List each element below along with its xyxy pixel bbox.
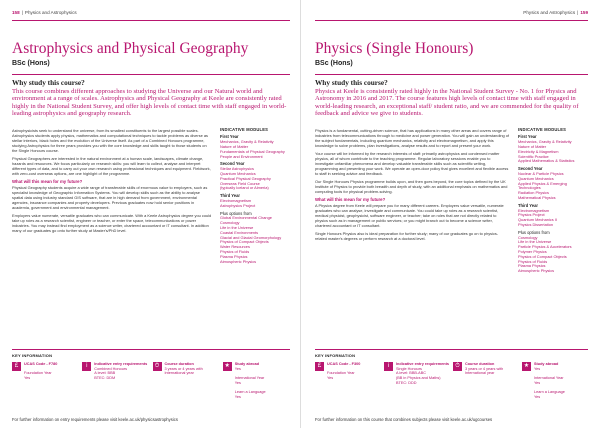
- key-info-line: Yes: [534, 380, 541, 385]
- option-item: Physics of Compact Objects: [220, 239, 269, 245]
- key-information-panel: [12, 349, 290, 412]
- key-info-line: International Year: [534, 376, 564, 381]
- module-year-label: First Year: [518, 134, 537, 140]
- module-year-label: Third Year: [220, 193, 240, 199]
- key-info-line: Course duration: [164, 362, 194, 366]
- page-number: 158: [12, 10, 20, 15]
- option-item: Coastal Environments: [220, 229, 259, 235]
- key-information-title: KEY INFORMATION: [315, 353, 356, 358]
- options-list: [220, 216, 290, 264]
- clock-icon: ⏱: [153, 362, 162, 371]
- degree-label: BSc (Hons): [12, 60, 50, 67]
- option-item: Polymer Physics: [518, 248, 547, 254]
- key-info-text: [534, 362, 565, 400]
- header-rule: [12, 20, 290, 21]
- course-title: Physics (Single Honours): [315, 40, 474, 57]
- module-year-label: Second Year: [518, 166, 543, 172]
- subheading: What will this mean for my future?: [12, 179, 83, 184]
- body-paragraph: Single Honours Physics also is ideal preparation for further study; many of our graduates go on to physics-related master's degrees or perform research at a doctoral level.: [315, 231, 499, 242]
- module-item: Practical Physical Geography: [220, 175, 271, 181]
- body-paragraph: A Physics degree from Keele will prepare you for many different careers. Employers value versatile, numerate graduates who can analyse, investigate and communicate. You could take up roles as a research scientist, medical physicist, geophysicist, software engineer, or teacher; take on roles that are not directly related to physics such as in management or public services; or you might branch out to become a science writer, chartered accountant or IT consultant.: [315, 203, 504, 229]
- key-info-line: UCAS Code - F300: [327, 362, 361, 366]
- key-info-line: BTEC: DDM: [94, 376, 116, 381]
- why-study-text: This course combines different approaches to studying the Universe and our Natural world and environment at a range of scales. Astrophysics and Physical Geography at Keele are consistently rated highly in the National Student Survey, and offer high levels of contact time with staff engaged in world-leading astrophysics and geography research.: [12, 88, 287, 118]
- course-title: Astrophysics and Physical Geography: [12, 40, 249, 57]
- key-info-line: Foundation Year: [24, 371, 52, 376]
- key-info-box: [82, 362, 149, 400]
- key-info-line: Study abroad: [534, 362, 559, 366]
- module-item: Physics Project: [518, 212, 545, 218]
- subheading: What will this mean for my future?: [315, 197, 386, 203]
- option-item: Plasma Physics: [220, 253, 248, 259]
- option-item: Plasma Physics: [518, 263, 546, 269]
- body-paragraph: Physics is a fundamental, cutting-driven science, that has applications in many other areas and covers range of industries from telecommunications through to medicine and power generation. You will gain an understanding of the subject fundamentals, including quantum mechanics, relativity and electromagnetism, and apply this knowledge to solve problems, plan investigations, analyse results and to report and present your work.: [315, 127, 510, 148]
- key-info-line: Learn a Language: [234, 390, 266, 395]
- key-info-line: BTEC: DDD: [396, 380, 417, 385]
- why-study-text: Physics at Keele is consistently rated highly in the National Student Survey - No. 1 for Physics and Astronomy in 2016 and 2017. The course features high levels of contact time with staff engaged in world-leading research, an exceptional staff/ student ratio, and we are commended for the quality of feedback and advice we give to students.: [315, 88, 579, 118]
- option-item: Atmospheric Physics: [518, 268, 555, 274]
- option-item: Life in the Universe: [220, 224, 254, 230]
- why-study-heading: Why study this course?: [315, 78, 388, 87]
- content-columns: [12, 128, 290, 265]
- key-info-line: UCAS Code - F780: [24, 362, 58, 366]
- key-info-boxes: [315, 362, 588, 400]
- running-head: [12, 6, 290, 19]
- module-item: Quantum Mechanics II: [518, 217, 557, 223]
- key-info-line: Single Honours: [396, 366, 422, 371]
- info-icon: i: [384, 362, 393, 371]
- option-item: Physics of Fluids: [518, 258, 548, 264]
- body-paragraph: Your course will be informed by the research interests of staff: primarily astrophysics and condensed matter physics, all of whom contribute to the teaching programme. Regular laboratory sessions enable you to investigate unfamiliar phenomena and develop valuable transferable skills such as scientific writing, programming and presenting your work. We operate an open-door policy that gives excellent and flexible access to staff in seeking advice and feedback.: [315, 150, 509, 176]
- key-info-line: 3 years or 4 years with International year: [465, 366, 504, 376]
- key-info-line: A level: BBB-ABC: [396, 371, 426, 376]
- key-info-text: [24, 362, 57, 400]
- body-paragraph: Physical Geographers are interested in the natural environment at a human scale, landscapes, climate change, hazards and resources. We focus particularly on research skills: you will learn to collect, analyse and interpret different types of data, and to carry out your own research using professional techniques and equipment. Fieldwork, with zero-cost overseas options, are one highlight of the programme.: [12, 155, 211, 176]
- content-columns: [315, 128, 588, 274]
- key-info-text: [235, 362, 266, 400]
- body-paragraph: Employers value numerate, versatile graduates who can communicate. With a Keele Astrophysics degree you could take up roles as a research scientist, engineer or teacher, or enter the space, telecommunications or power industries. You may instead find employment as a science writer, chartered accountant or IT consultant. In addition many of our graduates go onto further study at Master's/PhD level.: [12, 213, 212, 234]
- key-info-text: [165, 362, 220, 400]
- options-label: Plus options from: [518, 229, 550, 235]
- key-info-line: Yes: [234, 394, 241, 399]
- key-info-line: Yes: [534, 394, 541, 399]
- module-list: [518, 140, 588, 164]
- module-item: Mathematical Physics: [518, 194, 556, 200]
- option-item: Cosmology: [518, 234, 538, 240]
- options-list: [518, 236, 588, 274]
- module-list: [518, 172, 588, 201]
- module-item: Radiation Physics: [518, 190, 549, 196]
- module-item: Electromagnetism: [518, 207, 550, 213]
- separator: |: [577, 10, 579, 15]
- key-info-box: [522, 362, 588, 400]
- key-info-line: Indicative entry requirements: [94, 362, 148, 366]
- key-info-text: [396, 362, 449, 400]
- key-info-line: A level: BBB: [94, 371, 116, 376]
- clock-icon: ⏱: [453, 362, 462, 371]
- key-info-box: [384, 362, 450, 400]
- key-info-line: Yes: [24, 376, 31, 381]
- module-item: (typically Iceland or Almeria): [220, 185, 269, 191]
- key-info-line: Learn a Language: [534, 390, 565, 395]
- module-list: [220, 140, 290, 159]
- key-info-box: [315, 362, 381, 400]
- right-page: [300, 0, 600, 428]
- page-number: 159: [580, 10, 588, 15]
- module-list: [518, 209, 588, 228]
- module-item: Nature of Matter: [518, 144, 547, 150]
- section-name: Physics and Astrophysics: [523, 10, 576, 15]
- main-text-column: [315, 128, 510, 274]
- option-item: Physics of Compact Objects: [518, 253, 567, 259]
- key-info-box: [153, 362, 220, 400]
- module-year-label: Third Year: [518, 202, 538, 208]
- why-study-box: [315, 74, 588, 118]
- option-item: Global Environmental Change: [220, 215, 272, 221]
- key-information-title: KEY INFORMATION: [12, 353, 53, 358]
- key-info-line: Yes: [327, 376, 334, 381]
- pound-icon: £: [315, 362, 324, 371]
- body-paragraph: Astrophysicists seek to understand the universe, from its smallest constituents to the largest possible scales. Astrophysics students apply physics, mathematics and computational techniques to tackle problems as diverse as stellar interiors, black holes and the evolution of the Universe itself. As part of a Combined Honours programme, studying Astrophysics for three years provides you with the core knowledge and skills taught to those students on the Single Honours course.: [12, 127, 208, 153]
- key-info-box: [12, 362, 79, 400]
- key-info-line: Combined Honours: [94, 366, 127, 371]
- module-item: Nuclear & Particle Physics: [518, 171, 564, 176]
- body-paragraph: Our Single Honours Physics programme builds upon, and then goes beyond, the core topics defined by the UK Institute of Physics to provide both breadth and depth of study, with an additional emphasis on mathematics and computing tools for physical problem-solving.: [315, 179, 508, 194]
- main-text-column: [12, 128, 212, 265]
- why-study-box: [12, 74, 290, 118]
- module-item: Stellar Astrophysics: [220, 166, 254, 172]
- module-item: Applied Physics & Emerging Technologies: [518, 180, 567, 191]
- module-item: Quantum Mechanics: [220, 171, 256, 176]
- option-item: Water Resources: [220, 244, 250, 250]
- module-item: Mechanics, Gravity & Relativity: [518, 139, 572, 145]
- option-item: Particle Physics & Accelerators: [518, 244, 572, 250]
- modules-heading: INDICATIVE MODULES: [220, 126, 269, 132]
- key-info-line: Yes: [234, 366, 241, 371]
- module-item: Quantum Mechanics: [518, 175, 554, 181]
- module-item: People and Environment: [220, 153, 263, 159]
- key-info-line: Yes: [534, 366, 541, 371]
- running-head: [315, 6, 588, 19]
- why-study-heading: Why study this course?: [12, 78, 85, 87]
- module-item: Fundamentals of Physical Geography: [220, 148, 285, 154]
- pound-icon: £: [12, 362, 21, 371]
- options-label: Plus options from: [220, 210, 252, 216]
- option-item: Life in the Universe: [518, 239, 552, 245]
- degree-label: BSc (Hons): [315, 60, 353, 67]
- header-rule: [315, 20, 588, 21]
- option-item: Cosmology: [220, 220, 240, 226]
- module-item: Mechanics, Gravity & Relativity: [220, 139, 274, 145]
- module-item: Nature of Matter: [220, 144, 249, 150]
- key-info-line: 3 years or 4 years with International year: [164, 366, 203, 376]
- key-info-line: Study abroad: [234, 362, 260, 366]
- option-item: Atmospheric Physics: [220, 258, 257, 264]
- key-info-text: [327, 362, 360, 400]
- section-name: Physics and Astrophysics: [24, 10, 77, 15]
- module-list: [220, 199, 290, 209]
- option-item: Glacial and Glacial Geomorphology: [220, 234, 282, 240]
- module-item: Applied Mathematics & Statistics: [518, 158, 575, 164]
- option-item: Physics of Fluids: [220, 248, 250, 254]
- key-information-panel: [315, 349, 588, 412]
- module-item: Scientific Practice: [518, 153, 549, 159]
- star-icon: ★: [224, 363, 230, 369]
- modules-column: [220, 128, 290, 265]
- key-info-text: [465, 362, 519, 400]
- key-info-line: Indicative entry requirements: [396, 362, 449, 366]
- key-info-line: Foundation Year: [327, 371, 355, 376]
- module-year-label: Second Year: [220, 161, 245, 167]
- module-item: Astrophysics Project: [220, 202, 256, 208]
- module-item: Physics Dissertation: [518, 221, 554, 227]
- key-info-box: [223, 362, 290, 400]
- key-info-boxes: [12, 362, 290, 400]
- module-list: [220, 167, 290, 191]
- footnote: For further information on entry requirements please visit keele.ac.uk/physicsastrophysics: [12, 417, 178, 422]
- key-info-box: [453, 362, 519, 400]
- module-item: Electromagnetism: [220, 197, 252, 203]
- modules-column: [518, 128, 588, 274]
- footnote: For further information on this course that combines subjects please visit keele.ac.uk/ugcourses: [315, 417, 493, 422]
- star-icon: ★: [523, 363, 530, 369]
- key-info-line: Yes: [234, 380, 241, 385]
- key-info-line: (BB in Physics and Maths): [396, 376, 441, 381]
- body-paragraph: Physical Geography students acquire a wide range of transferable skills of enormous value to employers, such as specialist knowledge of Geographic Information Systems. You will develop skills such as the ability to analyse spatial data using industry standard GIS software, that are in high demand from government, environmental agencies, insurance companies and property developers. Previous graduates now hold senior positions in academia, government and environmental management.: [12, 185, 208, 210]
- module-item: Overseas Field Course: [220, 180, 260, 186]
- key-info-line: Course duration: [465, 362, 495, 366]
- key-info-line: International Year: [234, 376, 265, 381]
- info-icon: i: [82, 362, 91, 371]
- modules-heading: INDICATIVE MODULES: [518, 126, 567, 132]
- separator: |: [21, 10, 23, 15]
- module-item: Electricity & Magnetism: [518, 148, 559, 154]
- module-year-label: First Year: [220, 134, 239, 140]
- key-info-text: [94, 362, 147, 400]
